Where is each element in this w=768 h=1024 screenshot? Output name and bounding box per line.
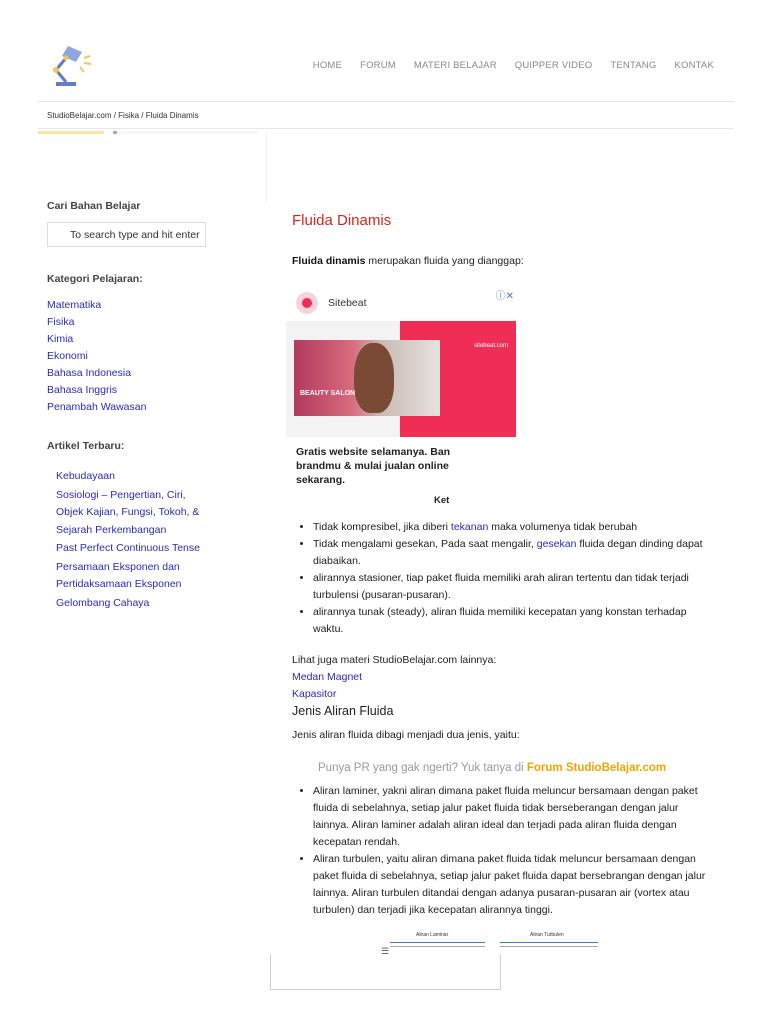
nav-tentang[interactable]: TENTANG	[610, 60, 657, 71]
categories-heading: Kategori Pelajaran:	[47, 273, 143, 285]
sidebar	[47, 200, 262, 613]
category-link[interactable]: Bahasa Indonesia	[47, 367, 132, 379]
turbulen-label: Aliran Turbulen	[530, 932, 564, 938]
ad-site-label: sitebeat.com	[473, 343, 508, 349]
main-nav	[313, 60, 714, 71]
nav-materi-belajar[interactable]: MATERI BELAJAR	[413, 60, 497, 71]
nav-kontak[interactable]: KONTAK	[674, 60, 714, 71]
ad-close-icon[interactable]: ⓘ✕	[495, 291, 514, 302]
category-link[interactable]: Fisika	[47, 316, 75, 328]
nav-forum[interactable]: FORUM	[360, 60, 396, 71]
section-heading: Jenis Aliran Fluida	[292, 704, 394, 718]
article-title: Fluida Dinamis	[292, 212, 392, 229]
decorative-stripe	[38, 131, 258, 134]
see-also	[292, 652, 496, 703]
flow-types-list	[298, 783, 708, 919]
nav-home[interactable]: HOME	[312, 60, 343, 71]
bottom-frame	[270, 954, 501, 990]
breadcrumb: StudioBelajar.com / Fisika / Fluida Dinamis	[47, 111, 199, 120]
article-link[interactable]: Pertidaksamaan Eksponen	[56, 578, 182, 590]
article-link[interactable]: Sejarah Perkembangan	[56, 523, 167, 536]
menu-icon[interactable]: ☰	[381, 946, 390, 956]
articles-heading: Artikel Terbaru:	[47, 440, 125, 452]
flow-diagram	[384, 932, 599, 952]
ad-advertiser: Sitebeat	[328, 297, 367, 309]
nav-quipper-video[interactable]: QUIPPER VIDEO	[514, 60, 593, 71]
article-link[interactable]: Kebudayaan	[56, 470, 115, 482]
list-item: • alirannya tunak (steady), aliran fluida memiliki kecepatan yang konstan terhadap waktu.	[313, 604, 708, 638]
article-intro: Fluida dinamis merupakan fluida yang dianggap:	[292, 255, 524, 267]
breadcrumb-divider	[38, 128, 734, 129]
laminar-label: Aliran Laminar	[416, 932, 449, 938]
tekanan-link[interactable]: tekanan	[450, 521, 489, 533]
category-link[interactable]: Ekonomi	[47, 350, 88, 362]
ad-copy[interactable]: Gratis website selamanya. Ban brandmu & mulai jualan online sekarang. Ket	[286, 437, 516, 507]
search-input[interactable]: To search type and hit enter	[47, 222, 206, 247]
site-header	[38, 38, 734, 102]
breadcrumb-home[interactable]: StudioBelajar.com	[47, 111, 112, 120]
ad-image[interactable]	[286, 321, 516, 437]
category-link[interactable]: Kimia	[47, 333, 74, 345]
list-item: • Tidak kompresibel, jika diberi tekanan maka volumenya tidak berubah	[313, 519, 708, 536]
article-link[interactable]: Objek Kajian, Fungsi, Tokoh, &	[56, 506, 200, 518]
article-link[interactable]: Sosiologi – Pengertian, Ciri,	[56, 488, 186, 501]
advertisement[interactable]	[286, 285, 516, 507]
list-item: • Tidak mengalami gesekan, Pada saat mengalir, gesekan fluida degan dinding dapat diabaikan.	[313, 536, 708, 570]
ad-photo: BEAUTY SALON	[294, 340, 440, 416]
forum-promo: Punya PR yang gak ngerti? Yuk tanya di Forum StudioBelajar.com	[318, 762, 667, 774]
see-also-link[interactable]: Medan Magnet	[292, 671, 363, 683]
list-item: • Aliran turbulen, yaitu aliran dimana paket fluida tidak meluncur bersamaan dengan paket fluida di sebelahnya, setiap jalur paket fluida dapat bersebrangan dengan jalur lainnya. Aliran turbulen ditandai dengan adanya pusaran-pusaran air (vortex atau turbulen) dan terjadi jika kecepatan alirannya tinggi.	[313, 851, 708, 919]
article-link[interactable]: Past Perfect Continuous Tense	[56, 542, 200, 554]
search-heading: Cari Bahan Belajar	[47, 200, 141, 212]
gesekan-link[interactable]: gesekan	[536, 538, 577, 550]
column-divider	[266, 132, 267, 202]
ad-header	[286, 285, 516, 321]
see-also-label: Lihat juga materi StudioBelajar.com lainnya:	[292, 654, 497, 666]
section-intro: Jenis aliran fluida dibagi menjadi dua jenis, yaitu:	[292, 729, 520, 741]
category-link[interactable]: Bahasa Inggris	[47, 384, 118, 396]
sitebeat-logo-icon	[296, 292, 318, 314]
list-item: • Aliran laminer, yakni aliran dimana paket fluida meluncur bersamaan dengan paket fluida di sebelahnya, setiap jalur paket fluida tidak berseberangan dengan jalur lainnya. Aliran laminer adalah aliran ideal dan terjadi pada aliran fluida dengan kecepatan rendah.	[313, 783, 708, 851]
lamp-logo-icon[interactable]	[46, 42, 94, 90]
category-link[interactable]: Matematika	[47, 299, 102, 311]
article-link[interactable]: Persamaan Eksponen dan	[56, 560, 180, 573]
breadcrumb-category[interactable]: Fisika	[118, 111, 140, 120]
recent-articles-list	[56, 468, 262, 612]
list-item: • alirannya stasioner, tiap paket fluida memiliki arah aliran tertentu dan tidak terjadi turbulensi (pusaran-pusaran).	[313, 570, 708, 604]
ad-caption: Ket	[434, 495, 450, 506]
properties-list	[298, 519, 708, 638]
breadcrumb-current: Fluida Dinamis	[145, 111, 199, 120]
category-link[interactable]: Penambah Wawasan	[47, 401, 147, 413]
forum-link[interactable]: Forum StudioBelajar.com	[526, 762, 667, 774]
see-also-link[interactable]: Kapasitor	[292, 688, 337, 700]
categories-list	[47, 297, 262, 416]
article-link[interactable]: Gelombang Cahaya	[56, 596, 150, 609]
article-content	[292, 212, 702, 270]
